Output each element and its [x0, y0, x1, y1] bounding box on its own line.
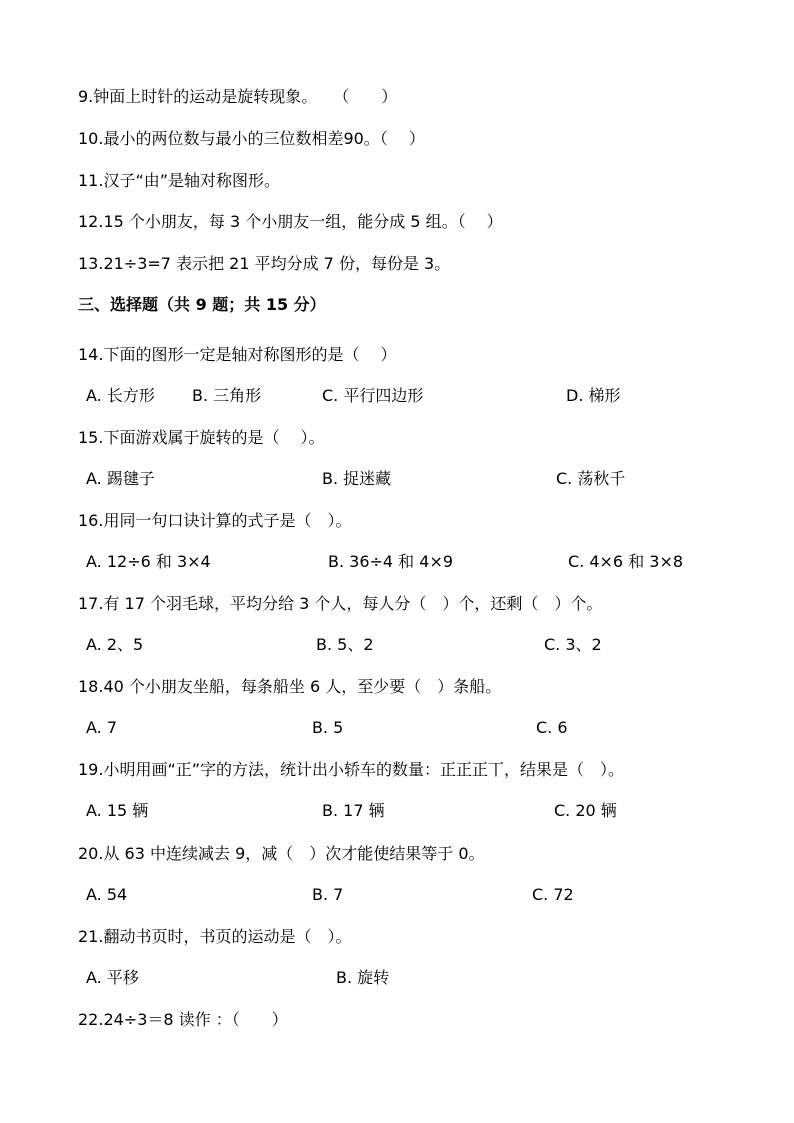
q15-option-c: C. 荡秋千: [556, 469, 626, 488]
judgment-item-12: 12.15 个小朋友，每 3 个小朋友一组，能分成 5 组。（ ）: [78, 212, 503, 231]
q18-option-b: B. 5: [312, 718, 344, 737]
q14-option-a: A. 长方形: [86, 386, 155, 405]
question-21: 21.翻动书页时，书页的运动是（ ）。: [78, 927, 352, 946]
question-15: 15.下面游戏属于旋转的是（ ）。: [78, 428, 325, 447]
q15-option-a: A. 踢毽子: [86, 469, 155, 488]
q18-option-a: A. 7: [86, 718, 118, 737]
q16-option-c: C. 4×6 和 3×8: [568, 552, 684, 571]
judgment-item-10: 10.最小的两位数与最小的三位数相差90。（ ）: [78, 129, 425, 148]
question-17: 17.有 17 个羽毛球，平均分给 3 个人，每人分（ ）个，还剩（ ）个。: [78, 594, 603, 613]
q21-option-a: A. 平移: [86, 968, 139, 987]
q16-option-b: B. 36÷4 和 4×9: [328, 552, 454, 571]
q16-option-a: A. 12÷6 和 3×4: [86, 552, 211, 571]
q17-option-b: B. 5、2: [316, 635, 374, 654]
question-14: 14.下面的图形一定是轴对称图形的是（ ）: [78, 345, 397, 364]
q19-option-b: B. 17 辆: [322, 801, 385, 820]
question-20: 20.从 63 中连续减去 9，减（ ）次才能使结果等于 0。: [78, 844, 485, 863]
q19-option-c: C. 20 辆: [554, 801, 617, 820]
q18-option-c: C. 6: [536, 718, 568, 737]
judgment-item-13: 13.21÷3=7 表示把 21 平均分成 7 份，每份是 3。: [78, 254, 451, 273]
q21-option-b: B. 旋转: [336, 968, 390, 987]
q20-option-a: A. 54: [86, 885, 128, 904]
q14-option-d: D. 梯形: [566, 386, 621, 405]
q17-option-c: C. 3、2: [544, 635, 602, 654]
question-16: 16.用同一句口诀计算的式子是（ ）。: [78, 511, 352, 530]
section-title: 三、选择题（共 9 题；共 15 分）: [78, 295, 326, 314]
judgment-item-9: 9.钟面上时针的运动是旋转现象。 （ ）: [78, 87, 398, 106]
q17-option-a: A. 2、5: [86, 635, 144, 654]
question-18: 18.40 个小朋友坐船，每条船坐 6 人，至少要（ ）条船。: [78, 677, 502, 696]
judgment-item-11: 11.汉子“由”是轴对称图形。: [78, 171, 281, 190]
q14-option-b: B. 三角形: [192, 386, 262, 405]
q20-option-c: C. 72: [532, 885, 574, 904]
question-22: 22.24÷3＝8 读作 ：（ ）: [78, 1010, 288, 1029]
q15-option-b: B. 捉迷藏: [322, 469, 392, 488]
q20-option-b: B. 7: [312, 885, 344, 904]
q14-option-c: C. 平行四边形: [322, 386, 424, 405]
question-19: 19.小明用画“正”字的方法，统计出小轿车的数量：正正正丅，结果是（ ）。: [78, 760, 625, 779]
q19-option-a: A. 15 辆: [86, 801, 149, 820]
